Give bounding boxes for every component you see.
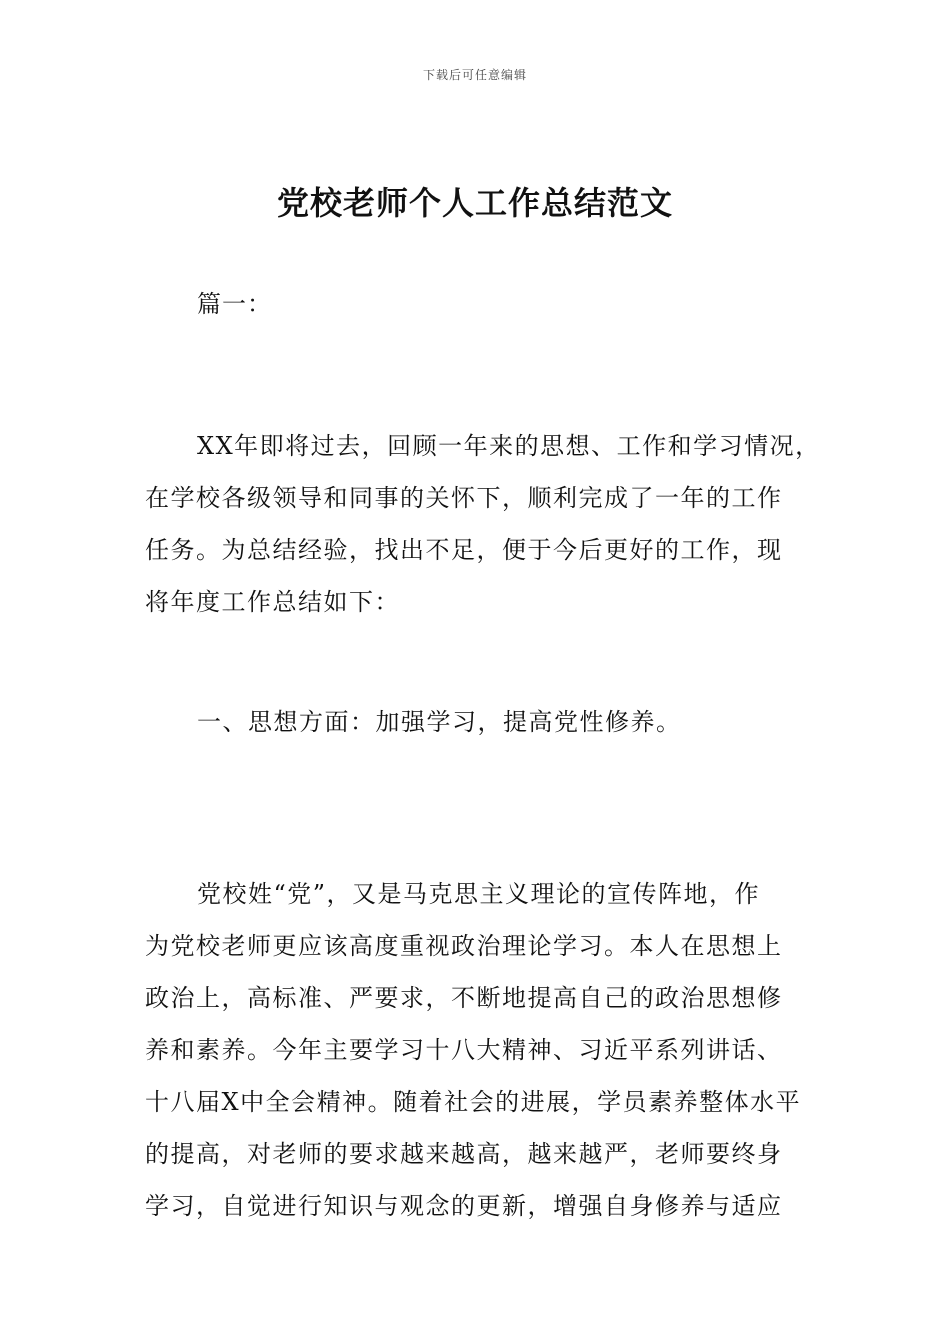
header-note: 下载后可任意编辑	[422, 68, 527, 82]
paragraph-line: 任务。为总结经验，找出不足，便于今后更好的工作，现	[145, 536, 783, 564]
section-heading: 一、思想方面：加强学习，提高党性修养。	[197, 708, 682, 736]
paragraph-line: 的提高，对老师的要求越来越高，越来越严，老师要终身	[145, 1140, 783, 1168]
paragraph-line: 养和素养。今年主要学习十八大精神、习近平系列讲话、	[145, 1036, 783, 1064]
paragraph-line: 政治上，高标准、严要求，不断地提高自己的政治思想修	[145, 984, 783, 1012]
paragraph-intro	[145, 420, 821, 628]
section-label: 篇一：	[197, 290, 272, 318]
paragraph-line: 党校姓“党”，又是马克思主义理论的宣传阵地，作	[197, 880, 761, 908]
paragraph-line: 为党校老师更应该高度重视政治理论学习。本人在思想上	[145, 932, 783, 960]
document-title: 党校老师个人工作总结范文	[276, 184, 673, 222]
paragraph-line: 学习，自觉进行知识与观念的更新，增强自身修养与适应	[145, 1192, 783, 1220]
paragraph-line: 十八届X中全会精神。随着社会的进展，学员素养整体水平	[145, 1088, 802, 1116]
paragraph-line: 将年度工作总结如下：	[145, 588, 400, 616]
paragraph-line: XX年即将过去，回顾一年来的思想、工作和学习情况，	[197, 432, 821, 460]
paragraph-line: 在学校各级领导和同事的关怀下，顺利完成了一年的工作	[145, 484, 783, 512]
paragraph-thought	[145, 868, 810, 1232]
